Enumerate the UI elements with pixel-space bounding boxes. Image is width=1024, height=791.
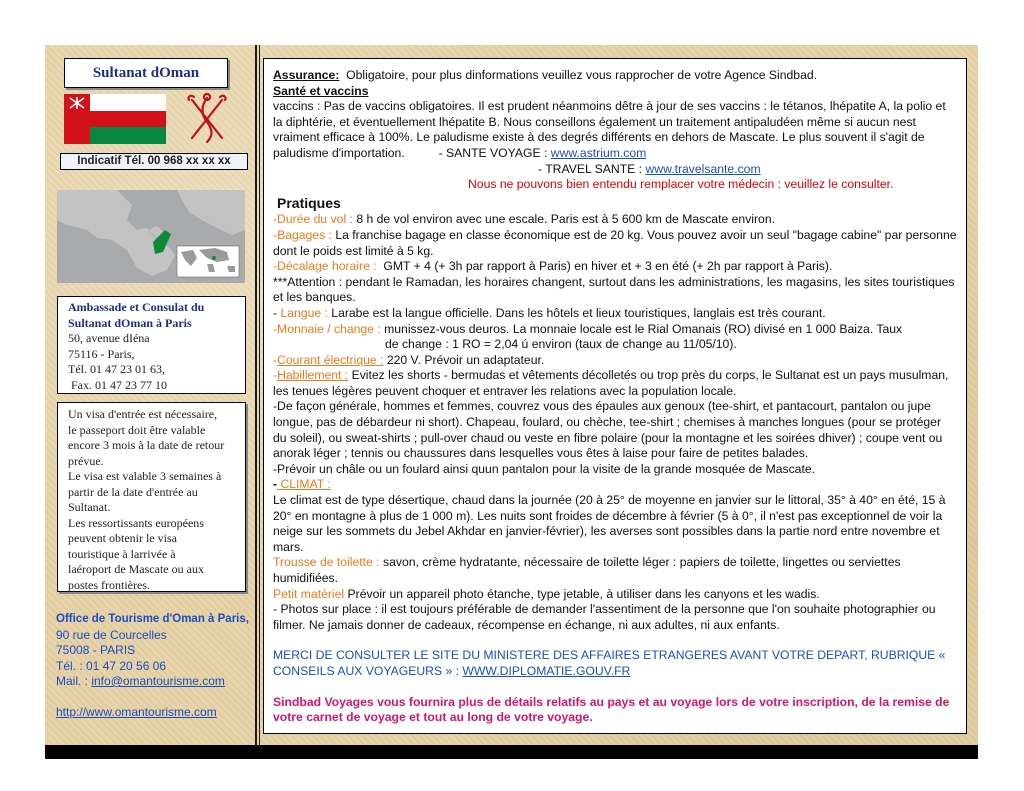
courant-para: -Courant électrique : 220 V. Prévoir un adaptateur. — [273, 352, 545, 367]
bagages-text: La franchise bagage en classe économique est de 20 kg. Vous pouvez avoir un seul "bagage cabine" par personne dont le poids est limité à 5 kg. — [273, 227, 957, 258]
embassy-heading: Ambassade et Consulat du — [68, 300, 205, 314]
duree-text: 8 h de vol environ avec une escale. Paris est à 5 600 km de Mascate environ. — [352, 212, 775, 227]
habillement-para: -Habillement : Evitez les shorts - bermudas et vêtements décolletés ou trop près du corps, le Sultanat est un pays musulman, les tenues légères peuvent choquer et entraver les relations avec la population locale. — [273, 368, 949, 398]
petit-label: Petit matériel — [273, 586, 345, 601]
visa-line: partir de la date d'entrée au — [68, 484, 198, 499]
visa-line: Les ressortissants européens — [68, 515, 204, 530]
mail-link[interactable]: info@omantourisme.com — [91, 674, 225, 688]
sante-para — [273, 99, 957, 161]
climat-heading: - CLIMAT : — [273, 477, 331, 492]
embassy-info — [57, 296, 246, 394]
trousse-para — [273, 555, 957, 586]
climat-para: Le climat est de type désertique, chaud dans la journée (20 à 25° de moyenne en janvier sur le littoral, 35° à 40° en été, 15 à 20° en montagne à plus de 1 000 m). Les nuits sont froides de décembre à février (5 à 0°, il n'est pas exceptionnel de voir la neige sur les sommets du Jebel Akhdar en janvier-février), les averses sont possibles dans la partie nord entre novembre et mars. — [273, 493, 946, 554]
climat-label: CLIMAT : — [277, 477, 331, 492]
embassy-fax: Fax. 01 47 23 77 10 — [68, 377, 167, 392]
visa-line: Sultanat. — [68, 500, 111, 514]
assurance-text: Obligatoire, pour plus dinformations veuillez vous rapprocher de votre Agence Sindbad. — [339, 68, 818, 82]
duree-para — [273, 212, 957, 228]
oman-map-icon — [57, 190, 245, 283]
langue-para: - Langue : Larabe est la langue officielle. Dans les hôtels et lieux touristiques, langlais est très courant. — [273, 305, 826, 320]
courant-label: Courant électrique : — [277, 352, 384, 367]
medecin-note: Nous ne pouvons bien entendu remplacer votre médecin : veuillez le consulter. — [468, 177, 894, 192]
diplomatie-link[interactable]: WWW.DIPLOMATIE.GOUV.FR — [462, 663, 631, 678]
assurance-label: Assurance: — [273, 68, 340, 82]
travel-sante-para — [273, 162, 957, 178]
travel-sante-label: - TRAVEL SANTE : — [538, 161, 646, 176]
attention-para: ***Attention : pendant le Ramadan, les horaires changent, surtout dans les administrations, les magasins, les sites touristiques et les banques. — [273, 274, 955, 305]
bagages-label: Bagages : — [277, 227, 332, 242]
phone-code: Indicatif Tél. 00 968 xx xx xx — [60, 153, 248, 170]
column-divider-thin — [259, 45, 260, 745]
tourism-office — [56, 612, 256, 720]
spacer — [56, 690, 256, 705]
visa-line: peuvent obtenir le visa — [68, 531, 177, 545]
visa-line: Un visa d'entrée est nécessaire, — [68, 407, 218, 421]
habillement-label: Habillement : — [277, 368, 349, 383]
embassy-address: 50, avenue dIéna — [68, 331, 150, 345]
decalage-para — [273, 259, 957, 275]
habillement-text: Evitez les shorts - bermudas et vêtements décolletés ou trop près du corps, le Sultanat est un pays musulman, les tenues légères peuvent choquer et entraver les relations avec la population locale. — [273, 368, 949, 398]
decalage-text: GMT + 4 (+ 3h par rapport à Paris) en hiver et + 3 en été (+ 2h par rapport à Paris). — [376, 259, 833, 274]
sante-title: Santé et vaccins — [273, 83, 369, 98]
sante-voyage-link[interactable]: www.astrium.com — [550, 145, 647, 160]
monnaie-para — [273, 322, 957, 338]
monnaie-text: munissez-vous deuros. La monnaie locale est le Rial Omanais (RO) divisé en 1 000 Baiza. Taux — [380, 321, 903, 336]
sante-text: vaccins : Pas de vaccins obligatoires. Il est prudent néanmoins dêtre à jour de ses vaccins : le tétanos, lhépatite A, la polio et la diphtérie, et éventuellement lhépatite B. Nous conseillons également un traitement antipaludéen même si aucun nest vraiment efficace à 100%. Le paludisme existe à des degrés différents en dehors de Mascate. Le plus souvent il s'agit de paludisme d'importation. — [273, 99, 946, 160]
visa-line: touristique à larrivée à — [68, 546, 176, 561]
habillement-para-2: -De façon générale, hommes et femmes, couvrez vous des épaules aux genoux (tee-shirt, et pantacourt, pantalon ou jupe longue, pas de débardeur ni short). Chapeau, foulard, ou chèche, tee-shirt ; chemises à manches longues (pour se protéger du soleil), ou sweat-shirts ; pull-over chaud ou veste en fibre polaire (pour la montagne et les soirées dhiver) ; coupe vent ou anorak léger ; tennis ou chaussures dans lesquelles vous êtes à laise pour faire de petites balades. — [273, 399, 943, 461]
visa-line: postes frontières. — [68, 577, 150, 592]
sindbad-para: Sindbad Voyages vous fournira plus de détails relatifs au pays et au voyage lors de votre inscription, de la remise de votre carnet de voyage et tout au long de votre voyage. — [273, 694, 950, 725]
visa-line: laéroport de Mascate ou aux — [68, 562, 204, 576]
photos-para: - Photos sur place : il est toujours préférable de demander l'assentiment de la personne que l'on souhaite photographier ou filmer. Ne jamais donner de cadeaux, récompense en échange, ni aux adultes, ni aux enfants. — [273, 602, 936, 632]
embassy-phone: Tél. 01 47 23 01 63, — [68, 362, 165, 376]
oman-flag-icon — [64, 94, 166, 144]
assurance-para — [273, 68, 957, 84]
spacer — [273, 680, 957, 695]
langue-text: Larabe est la langue officielle. Dans les hôtels et lieux touristiques, langlais est très courant. — [327, 305, 826, 320]
tourism-office-website — [56, 705, 256, 721]
decalage-label: -Décalage horaire : — [273, 259, 377, 274]
website-link[interactable]: http://www.omantourisme.com — [56, 704, 217, 719]
petit-para — [273, 587, 957, 603]
tourism-office-phone: Tél. : 01 47 20 56 06 — [56, 658, 167, 673]
visa-line: Le visa est valable 3 semaines à — [68, 469, 222, 483]
travel-sante-link[interactable]: www.travelsante.com — [645, 161, 761, 176]
petit-text: Prévoir un appareil photo étanche, type jetable, à utiliser dans les canyons et les wadis. — [344, 586, 820, 601]
main-content — [263, 58, 967, 734]
visa-line: encore 3 mois à la date de retour — [68, 438, 225, 452]
tourism-office-street: 90 rue de Courcelles — [56, 627, 167, 642]
visa-info — [57, 402, 246, 592]
pratiques-title: Pratiques — [277, 194, 341, 211]
bagages-para: -Bagages : La franchise bagage en classe économique est de 20 kg. Vous pouvez avoir un seul "bagage cabine" par personne dont le poids est limité à 5 kg. — [273, 227, 957, 258]
habillement-para-3: -Prévoir un châle ou un foulard ainsi quun pantalon pour la visite de la grande mosquée de Mascate. — [273, 461, 816, 476]
monnaie-label: -Monnaie / change : — [273, 321, 381, 336]
merci-para — [273, 648, 957, 679]
embassy-heading-2: Sultanat dOman à Paris — [68, 315, 192, 330]
country-title: Sultanat dOman — [64, 58, 228, 88]
embassy-city: 75116 - Paris, — [68, 346, 135, 361]
duree-label: -Durée du vol : — [273, 212, 353, 227]
courant-text: 220 V. Prévoir un adaptateur. — [383, 352, 545, 367]
tourism-office-heading: Office de Tourisme d'Oman à Paris, — [56, 613, 249, 625]
monnaie-para-2: de change : 1 RO = 2,04 ú environ (taux de change au 11/05/10). — [385, 337, 737, 352]
tourism-office-mail — [56, 674, 256, 690]
bottom-bar — [45, 745, 978, 759]
tourism-office-city: 75008 - PARIS — [56, 643, 136, 657]
visa-line: prévue. — [68, 453, 104, 468]
merci-text: MERCI DE CONSULTER LE SITE DU MINISTERE DES AFFAIRES ETRANGERES AVANT VOTRE DEPART, RUBRIQUE « CONSEILS AUX VOYAGEURS » : — [273, 648, 946, 678]
spacer — [273, 633, 957, 648]
trousse-text: savon, crème hydratante, nécessaire de toilette léger : papiers de toilette, lingettes ou serviettes humidifiées. — [273, 555, 901, 585]
sante-voyage-label: - SANTE VOYAGE : — [438, 145, 551, 160]
oman-emblem-icon — [184, 92, 230, 146]
langue-label: Langue : — [280, 305, 328, 320]
mail-label: Mail. : — [56, 674, 92, 688]
visa-line: le passeport doit être valable — [68, 422, 206, 437]
trousse-label: Trousse de toilette : — [273, 555, 380, 570]
